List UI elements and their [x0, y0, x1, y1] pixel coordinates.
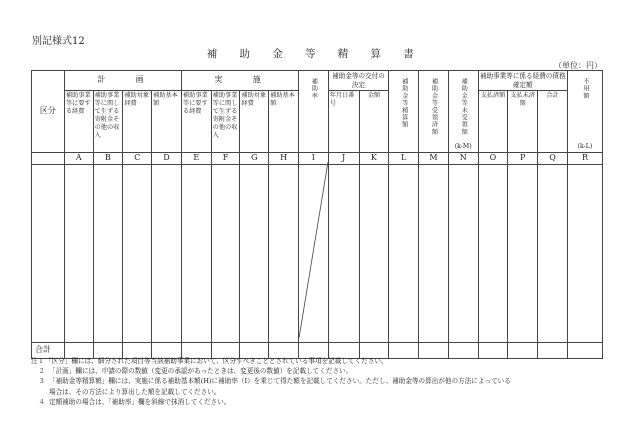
column-letter: L: [389, 153, 419, 165]
column-letter: A: [64, 153, 93, 165]
category-header: 区分: [32, 71, 65, 153]
entry-cell[interactable]: [567, 165, 602, 343]
unused-header: 不用額 (k-L): [567, 71, 602, 153]
entry-cell[interactable]: [64, 165, 93, 343]
entry-cell[interactable]: [538, 165, 568, 343]
unit-label: （単位：円）: [554, 61, 602, 70]
form-number: 別記様式12: [32, 36, 85, 47]
entry-cell[interactable]: [152, 165, 182, 343]
column-letter: I: [298, 153, 328, 165]
actual-col-base: 補助基本額: [269, 91, 299, 153]
entry-cell[interactable]: [478, 165, 508, 343]
entry-cell[interactable]: [211, 165, 240, 343]
unreceived-formula: (k-M): [454, 143, 472, 151]
letter-blank: [32, 153, 65, 165]
note-item: ３ 「補助金等精算額」欄には、実施に係る補助基本額(H)に補助率（I）を乗じて得た額を記載してください。ただし、補助金等の算出が他の方法によっている: [38, 377, 511, 386]
settlement-table: [31, 70, 603, 359]
column-letter: R: [567, 153, 602, 165]
settlement-header: 補助金等精算額: [389, 71, 419, 153]
entry-cell[interactable]: [389, 165, 419, 343]
received-header: 補助金等受領済額: [419, 71, 449, 153]
column-letter: M: [419, 153, 449, 165]
rate-entry-cell[interactable]: [298, 165, 328, 343]
plan-header: 計 画: [64, 71, 181, 91]
note-item: ２ 「計画」欄には、申請の際の数値（変更の承認があったときは、変更後の数値）を記載してください。: [38, 367, 353, 376]
column-letter: B: [93, 153, 123, 165]
debt-group-header: 補助事業等に係る経費の債務確定額: [478, 71, 567, 91]
entry-cell[interactable]: [93, 165, 123, 343]
entry-cell[interactable]: [240, 165, 269, 343]
plan-col-eligible: 補助対象経費: [123, 91, 152, 153]
column-letter: K: [359, 153, 389, 165]
column-letter: N: [448, 153, 478, 165]
entry-cell[interactable]: [359, 165, 389, 343]
decision-amount-header: 金額: [359, 91, 389, 153]
column-letter: G: [240, 153, 269, 165]
debt-unpaid-header: 支払未済額: [508, 91, 538, 153]
debt-paid-header: 支払済額: [478, 91, 508, 153]
plan-col-expense: 補助事業等に要する経費: [64, 91, 93, 153]
entry-cell[interactable]: [123, 165, 152, 343]
entry-cell[interactable]: [181, 165, 211, 343]
unreceived-header: 補助金等未受領額 (k-M): [448, 71, 478, 153]
column-letter: C: [123, 153, 152, 165]
debt-total-header: 合計: [538, 91, 568, 153]
entry-cell[interactable]: [328, 165, 359, 343]
actual-col-expense: 補助事業等に要する経費: [181, 91, 211, 153]
plan-col-donation: 補助事業等に関して生ずる寄附金その他の収入: [93, 91, 123, 153]
notes-section: [31, 356, 606, 407]
entry-cell[interactable]: [508, 165, 538, 343]
column-letter: F: [211, 153, 240, 165]
note-item: 注１ 「区分」欄には、細分された項目等当該補助事業において、区分すべきこととされている事項を記載してください。: [31, 357, 388, 365]
total-label: 合計: [32, 343, 65, 359]
document-title: 補 助 金 等 精 算 書: [206, 48, 424, 60]
entry-cell[interactable]: [32, 165, 65, 343]
note-item: ４ 定額補助の場合は、「補助率」欄を斜線で抹消してください。: [38, 397, 231, 406]
decision-date-header: 年月日番号: [328, 91, 359, 153]
column-letter-row: [32, 153, 603, 165]
entry-cell[interactable]: [448, 165, 478, 343]
actual-header: 実 施: [181, 71, 298, 91]
column-letter: H: [269, 153, 299, 165]
column-letter: J: [328, 153, 359, 165]
column-letter: Q: [538, 153, 568, 165]
unused-formula: (k-L): [577, 143, 593, 151]
entry-cell[interactable]: [269, 165, 299, 343]
column-letter: D: [152, 153, 182, 165]
note-item-continued: 場合は、その方法により算出した額を記載してください。: [49, 387, 221, 396]
plan-col-base: 補助基本額: [152, 91, 182, 153]
entry-cell[interactable]: [419, 165, 449, 343]
column-letter: O: [478, 153, 508, 165]
column-letter: P: [508, 153, 538, 165]
column-letter: E: [181, 153, 211, 165]
actual-col-donation: 補助事業等に関して生ずる寄附金その他の収入: [211, 91, 240, 153]
entry-row[interactable]: [32, 165, 603, 343]
rate-header: 補助率: [298, 71, 328, 153]
actual-col-eligible: 補助対象経費: [240, 91, 269, 153]
decision-group-header: 補助金等の交付の決定: [328, 71, 389, 91]
